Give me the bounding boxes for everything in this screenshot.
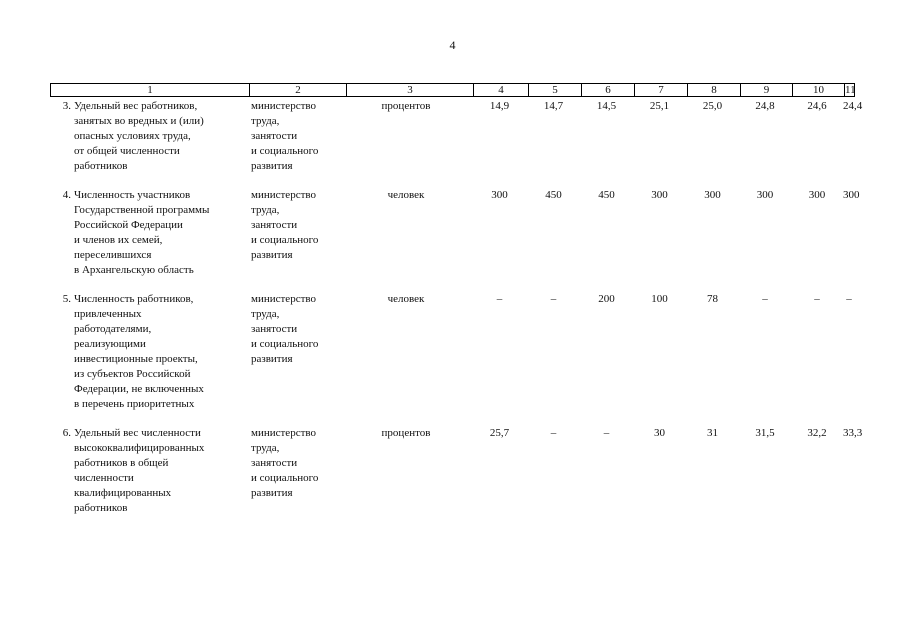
header-col-5: 5 [528,84,581,96]
header-col-8: 8 [687,84,740,96]
row-number: 3. [62,100,71,112]
value-cell: 450 [545,189,562,201]
value-cell: 14,9 [489,100,510,112]
value-cell: 100 [651,293,668,305]
indicator-name: Численность участников Государственной программы Российской Федерации и членов их семей, переселившихся в Архангельскую область [74,189,210,276]
value-cell: – [762,293,768,305]
indicator-name: Численность работников, привлеченных работодателями, реализующими инвестиционные проекты, из субъектов Российской Федерации, не включенных в перечень приоритетных [74,293,204,410]
header-col-6: 6 [581,84,634,96]
value-cell: – [496,293,503,305]
value-cell: 78 [707,293,718,305]
value-cell: – [550,427,557,439]
indicator-name: Удельный вес работников, занятых во вредных и (или) опасных условиях труда, от общей численности работников [74,100,204,172]
header-col-7: 7 [634,84,687,96]
header-col-4: 4 [473,84,528,96]
unit-of-measure: человек [387,189,425,201]
value-cell: 14,5 [596,100,617,112]
unit-of-measure: человек [387,293,425,305]
responsible-executor: министерство труда, занятости и социального развития [251,100,319,172]
unit-of-measure: процентов [381,427,431,439]
value-cell: 31,5 [755,427,775,439]
header-col-1: 1 [147,84,153,96]
indicator-name: Удельный вес численности высококвалифицированных работников в общей численности квалифицированных работников [74,427,205,514]
unit-of-measure: процентов [381,100,431,112]
value-cell: 30 [654,427,665,439]
value-cell: 300 [808,189,826,201]
value-cell: 14,7 [543,100,564,112]
value-cell: 25,0 [702,100,723,112]
header-col-9: 9 [740,84,792,96]
value-cell: 200 [598,293,615,305]
header-col-10: 10 [792,84,844,96]
value-cell: 24,8 [755,100,775,112]
responsible-executor: министерство труда, занятости и социального развития [251,189,319,261]
value-cell: – [846,293,852,305]
value-cell: 24,6 [807,100,827,112]
value-cell: 32,2 [807,427,827,439]
value-cell: 24,4 [843,100,863,112]
table-header-row [50,83,855,97]
responsible-executor: министерство труда, занятости и социального развития [251,293,319,365]
row-number: 4. [62,189,71,201]
value-cell: 25,7 [489,427,510,439]
value-cell: – [814,293,820,305]
value-cell: 450 [598,189,615,201]
value-cell: 300 [491,189,508,201]
header-col-3: 3 [346,84,473,96]
responsible-executor: министерство труда, занятости и социального развития [251,427,319,499]
value-cell: 25,1 [649,100,670,112]
value-cell: – [603,427,610,439]
header-col-2: 2 [249,84,346,96]
header-col-11: 11 [845,84,856,96]
value-cell: 33,3 [843,427,863,439]
value-cell: 300 [704,189,721,201]
value-cell: 300 [843,189,860,201]
row-number: 6. [62,427,71,439]
row-number: 5. [62,293,71,305]
value-cell: – [550,293,557,305]
page-number: 4 [449,38,456,52]
value-cell: 31 [707,427,718,439]
value-cell: 300 [756,189,774,201]
value-cell: 300 [651,189,668,201]
